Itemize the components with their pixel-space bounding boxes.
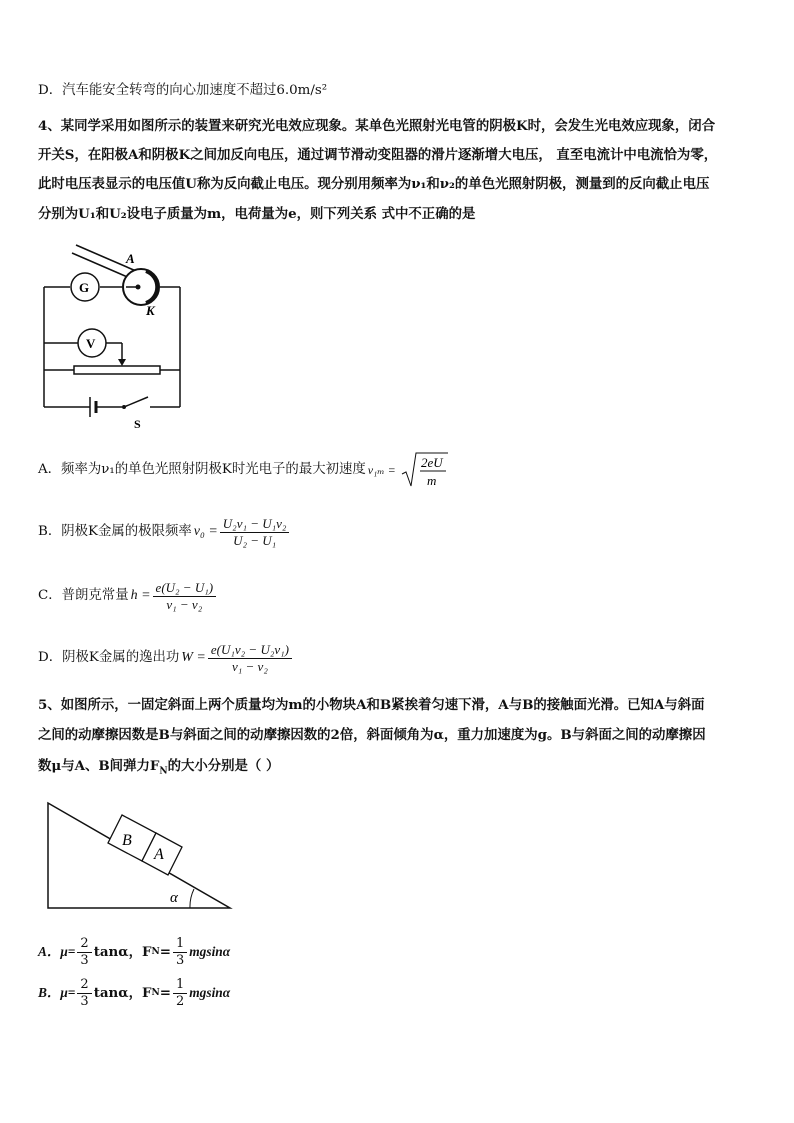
galvanometer-label: G (79, 280, 90, 295)
q4-option-c-lhs: h = (130, 588, 151, 603)
q4-option-a-text: A．频率为ν₁的单色光照射阴极K时光电子的最大初速度 (38, 462, 366, 477)
anode-label: A (126, 251, 135, 266)
switch-label: S (134, 417, 141, 431)
q4-option-d-lhs: W = (181, 650, 206, 665)
q5-line-1: 5、如图所示，一固定斜面上两个质量均为m的小物块A和B紧挨着匀速下滑，A与B的接触面光滑。已知A与斜面 (38, 697, 705, 713)
q4-option-d (38, 638, 294, 678)
angle-arc (190, 889, 194, 908)
q5-line-3: 数μ与A、B间弹力$F_N$的大小分别是（ ） (38, 758, 280, 777)
q5-option-b: B．μ= $\frac{2}{3}$ tanα，F N = $\frac{1}{2}$ mgsinα (38, 976, 231, 1009)
svg-text:A: A (154, 846, 164, 863)
switch (124, 397, 148, 407)
q4-option-c (38, 576, 218, 616)
svg-text:2eU: 2eU (420, 455, 443, 470)
q5-line-2: 之间的动摩擦因数是B与斜面之间的动摩擦因数的2倍，斜面倾角为α，重力加速度为g。B与斜面之间的动摩擦因 (38, 727, 706, 743)
angle-label: α (170, 890, 178, 906)
q4-option-a (38, 450, 450, 490)
q5-option-a: A．μ= $\frac{2}{3}$ tanα，F N = $\frac{1}{3}$ mgsinα (38, 935, 231, 968)
q4-line-4: 分别为U₁和U₂设电子质量为m，电荷量为e，则下列关系 式中不正确的是 (38, 206, 476, 222)
rheostat (74, 366, 160, 374)
q4-option-d-text: D．阴极K金属的逸出功 (38, 650, 180, 665)
q4-option-b (38, 512, 291, 552)
q4-option-d-fraction: $\frac{\text{e(U₁ν₂ − U₂ν₁)}}{\text{ν₁ − ν₂}}$ (208, 642, 292, 675)
q4-line-1: 4、某同学采用如图所示的装置来研究光电效应现象。某单色光照射光电管的阴极K时，会发生光电效应现象，闭合 (38, 118, 716, 134)
sqrt-expression (400, 450, 450, 490)
incline-diagram (40, 795, 240, 915)
cathode-label: K (146, 303, 155, 318)
q4-option-c-fraction: $\frac{\text{e(U₂ − U₁)}}{\text{ν₁ − ν₂}}$ (153, 580, 217, 613)
svg-text:m: m (426, 473, 437, 488)
q4-option-a-lhs: ν₁ₘ = (367, 463, 396, 477)
option-d-previous: D．汽车能安全转弯的向心加速度不超过6.0m/s² (38, 83, 328, 98)
q4-line-2: 开关S，在阳极A和阴极K之间加反向电压，通过调节滑动变阻器的滑片逐渐增大电压， 直至电流计中电流恰为零， (38, 147, 718, 163)
q4-option-c-text: C．普朗克常量 (38, 588, 129, 603)
voltmeter-label: V (86, 336, 96, 351)
q4-option-b-fraction: $\frac{\text{U₂ν₁ − U₁ν₂}}{\text{U₂ − U₁}}$ (220, 516, 290, 549)
photoelectric-circuit-diagram (30, 235, 200, 435)
q4-option-b-text: B．阴极K金属的极限频率 (38, 524, 192, 539)
svg-text:B: B (122, 832, 132, 849)
q4-option-b-lhs: ν₀ = (193, 524, 218, 539)
q4-line-3: 此时电压表显示的电压值U称为反向截止电压。现分别用频率为ν₁和ν₂的单色光照射阴极，测量到的反向截止电压 (38, 176, 710, 192)
